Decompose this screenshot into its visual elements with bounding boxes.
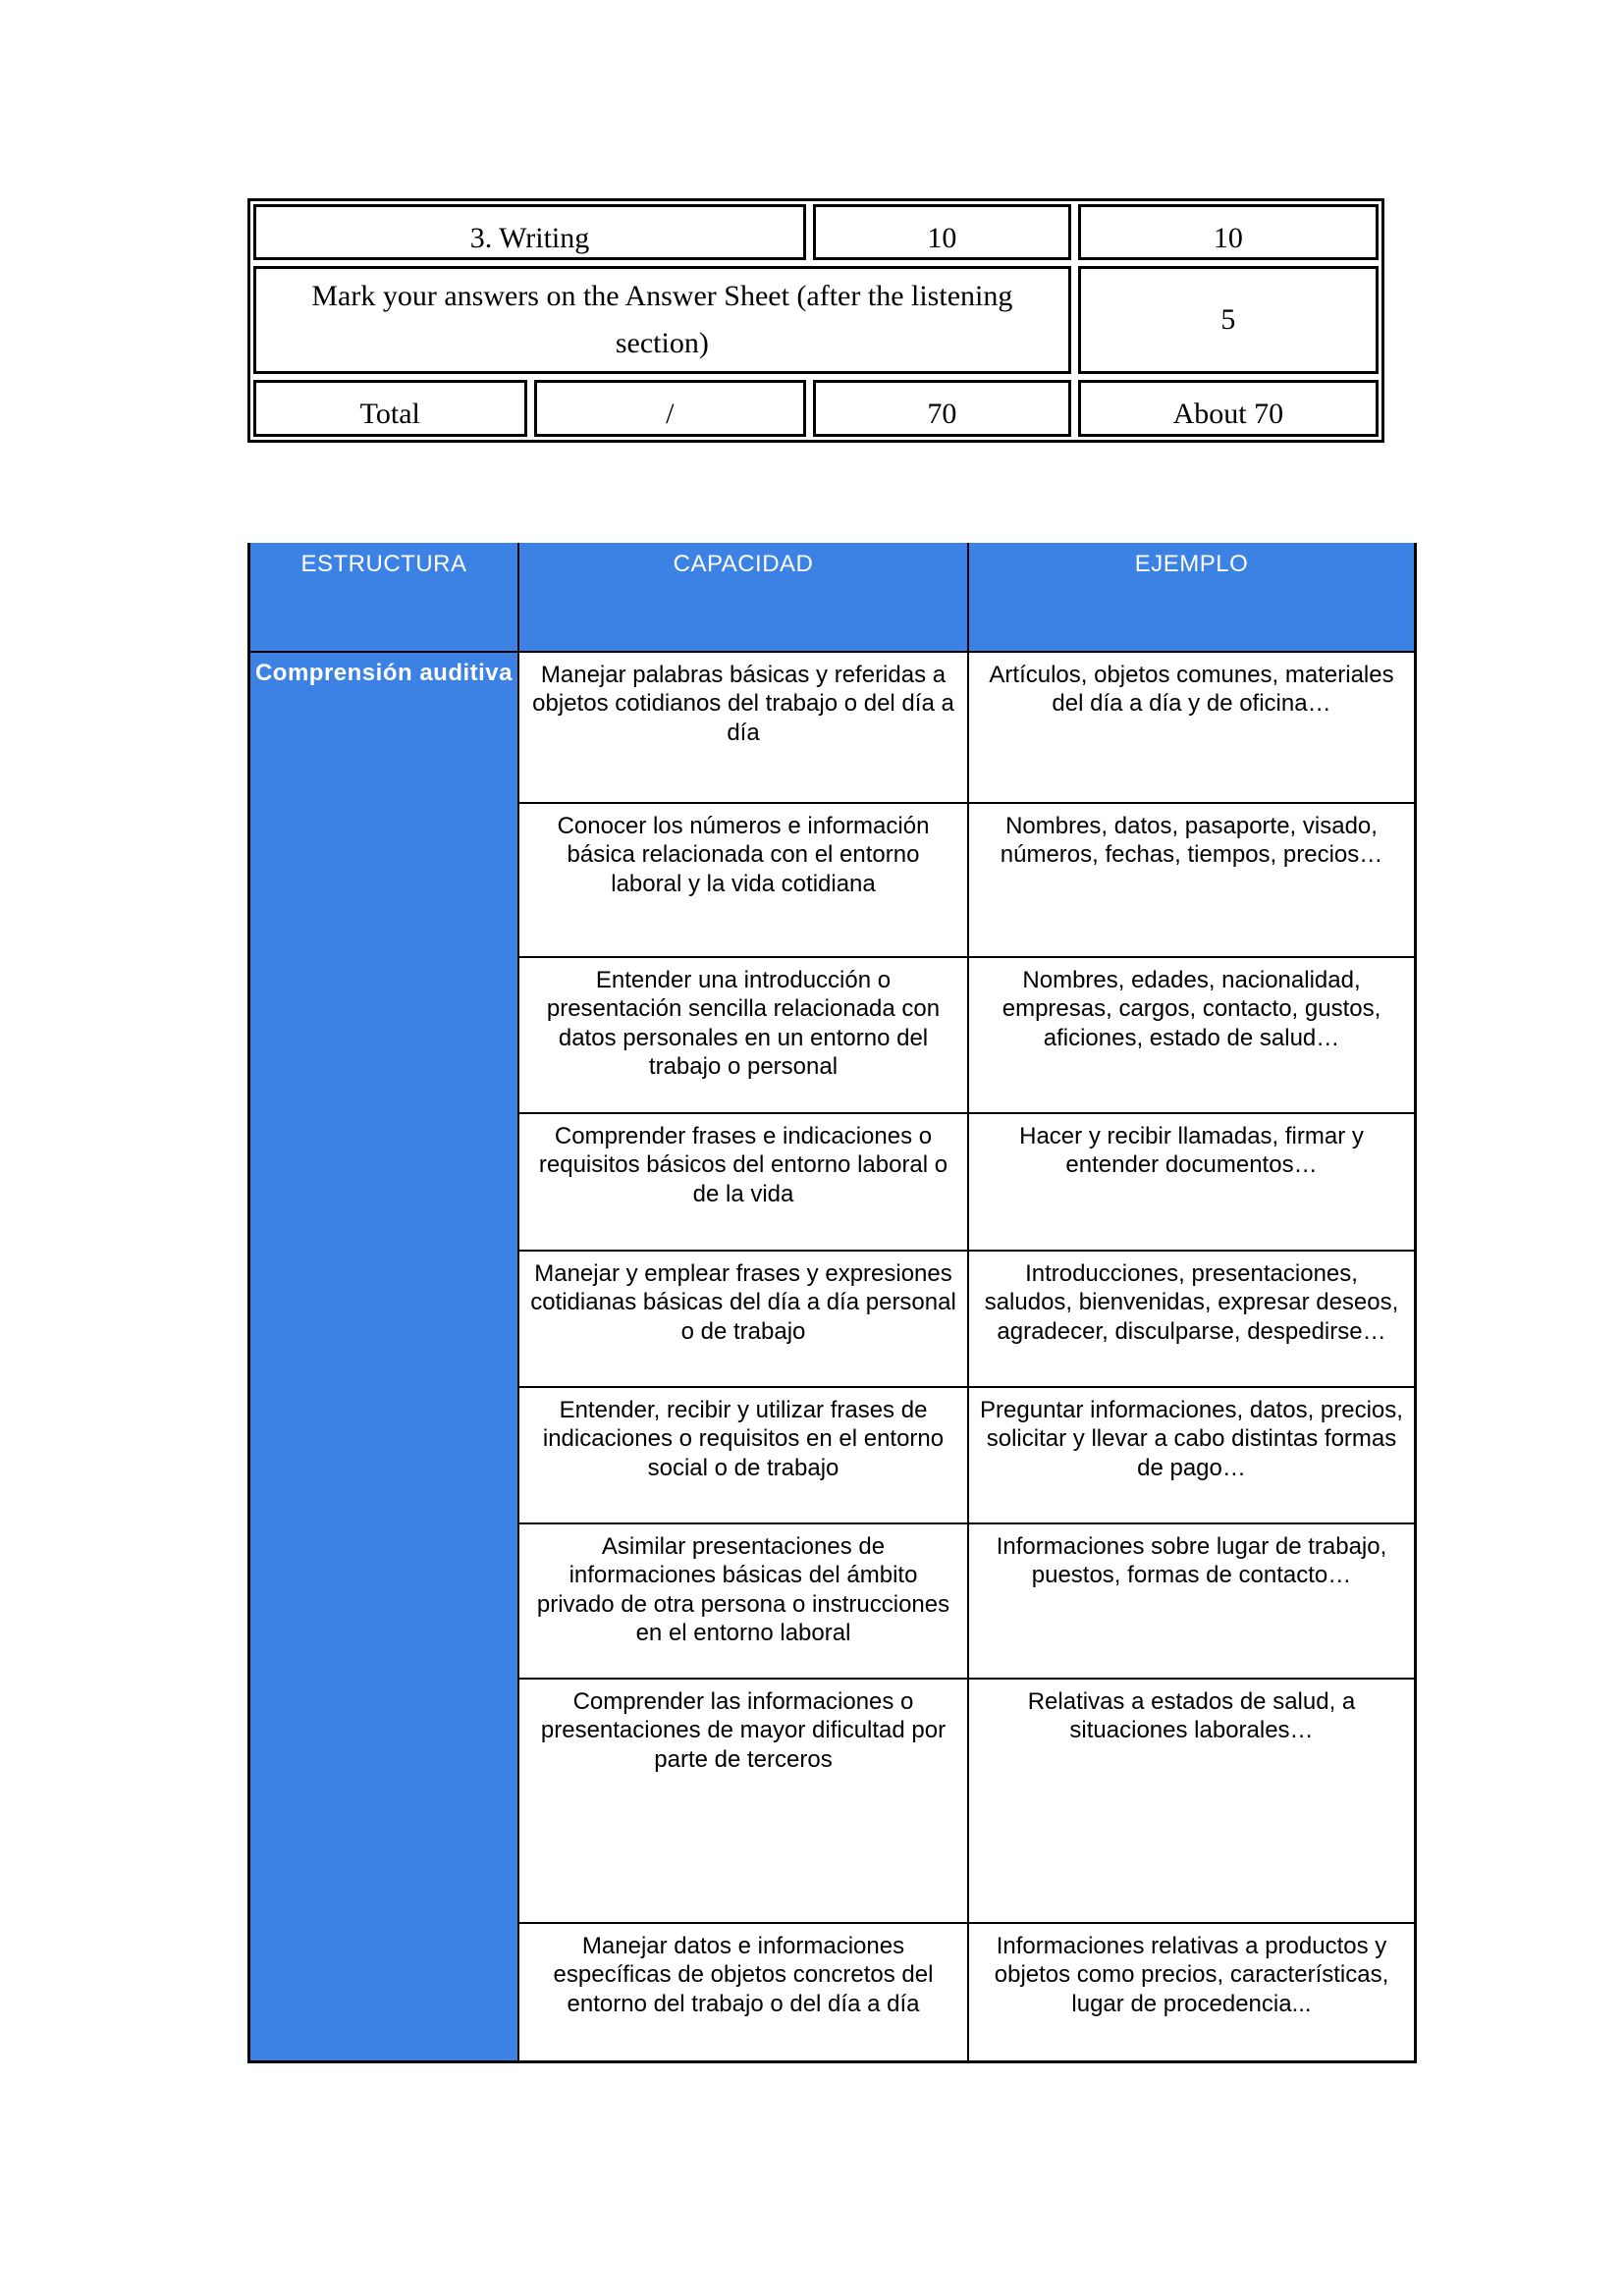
header-estructura: ESTRUCTURA	[250, 543, 517, 653]
capacidad-cell: Conocer los números e información básica relacionada con el entorno laboral y la vida cotidiana	[517, 804, 967, 958]
time-cell: 5	[1078, 266, 1379, 374]
time-cell: About 70	[1078, 380, 1379, 437]
ejemplo-cell: Informaciones relativas a productos y objetos como precios, características, lugar de procedencia...	[967, 1924, 1414, 2060]
capacidad-cell: Comprender frases e indicaciones o requisitos básicos del entorno laboral o de la vida	[517, 1114, 967, 1252]
capacidad-cell: Comprender las informaciones o presentaciones de mayor dificultad por parte de terceros	[517, 1680, 967, 1924]
section-comprension-auditiva: Comprensión auditiva	[250, 653, 517, 2060]
score-table	[247, 198, 1384, 443]
ejemplo-cell: Nombres, edades, nacionalidad, empresas, cargos, contacto, gustos, aficiones, estado de salud…	[967, 958, 1414, 1114]
header-ejemplo: EJEMPLO	[967, 543, 1414, 653]
capacidad-cell: Entender una introducción o presentación sencilla relacionada con datos personales en un entorno del trabajo o personal	[517, 958, 967, 1114]
ejemplo-cell: Hacer y recibir llamadas, firmar y entender documentos…	[967, 1114, 1414, 1252]
ejemplo-cell: Artículos, objetos comunes, materiales del día a día y de oficina…	[967, 653, 1414, 804]
score-cell: 10	[813, 204, 1071, 260]
ejemplo-cell: Nombres, datos, pasaporte, visado, números, fechas, tiempos, precios…	[967, 804, 1414, 958]
ejemplo-cell: Informaciones sobre lugar de trabajo, puestos, formas de contacto…	[967, 1524, 1414, 1680]
score-cell: 70	[813, 380, 1071, 437]
time-cell: 10	[1078, 204, 1379, 260]
capacidad-cell: Entender, recibir y utilizar frases de indicaciones o requisitos en el entorno social o de trabajo	[517, 1388, 967, 1524]
capacidad-cell: Manejar datos e informaciones específicas de objetos concretos del entorno del trabajo o del día a día	[517, 1924, 967, 2060]
total-label: Total	[253, 380, 527, 437]
slash-cell: /	[534, 380, 807, 437]
structure-table	[247, 543, 1417, 2063]
answer-sheet-note: Mark your answers on the Answer Sheet (after the listening section)	[253, 266, 1071, 374]
ejemplo-cell: Preguntar informaciones, datos, precios, solicitar y llevar a cabo distintas formas de pago…	[967, 1388, 1414, 1524]
header-capacidad: CAPACIDAD	[517, 543, 967, 653]
capacidad-cell: Manejar palabras básicas y referidas a objetos cotidianos del trabajo o del día a día	[517, 653, 967, 804]
capacidad-cell: Manejar y emplear frases y expresiones cotidianas básicas del día a día personal o de trabajo	[517, 1252, 967, 1388]
score-row-answer-sheet	[253, 266, 1379, 374]
capacidad-cell: Asimilar presentaciones de informaciones básicas del ámbito privado de otra persona o instrucciones en el entorno laboral	[517, 1524, 967, 1680]
ejemplo-cell: Relativas a estados de salud, a situaciones laborales…	[967, 1680, 1414, 1924]
score-row-writing	[253, 204, 1379, 260]
section-cell: 3. Writing	[253, 204, 806, 260]
score-row-total	[253, 380, 1379, 437]
ejemplo-cell: Introducciones, presentaciones, saludos, bienvenidas, expresar deseos, agradecer, disculparse, despedirse…	[967, 1252, 1414, 1388]
